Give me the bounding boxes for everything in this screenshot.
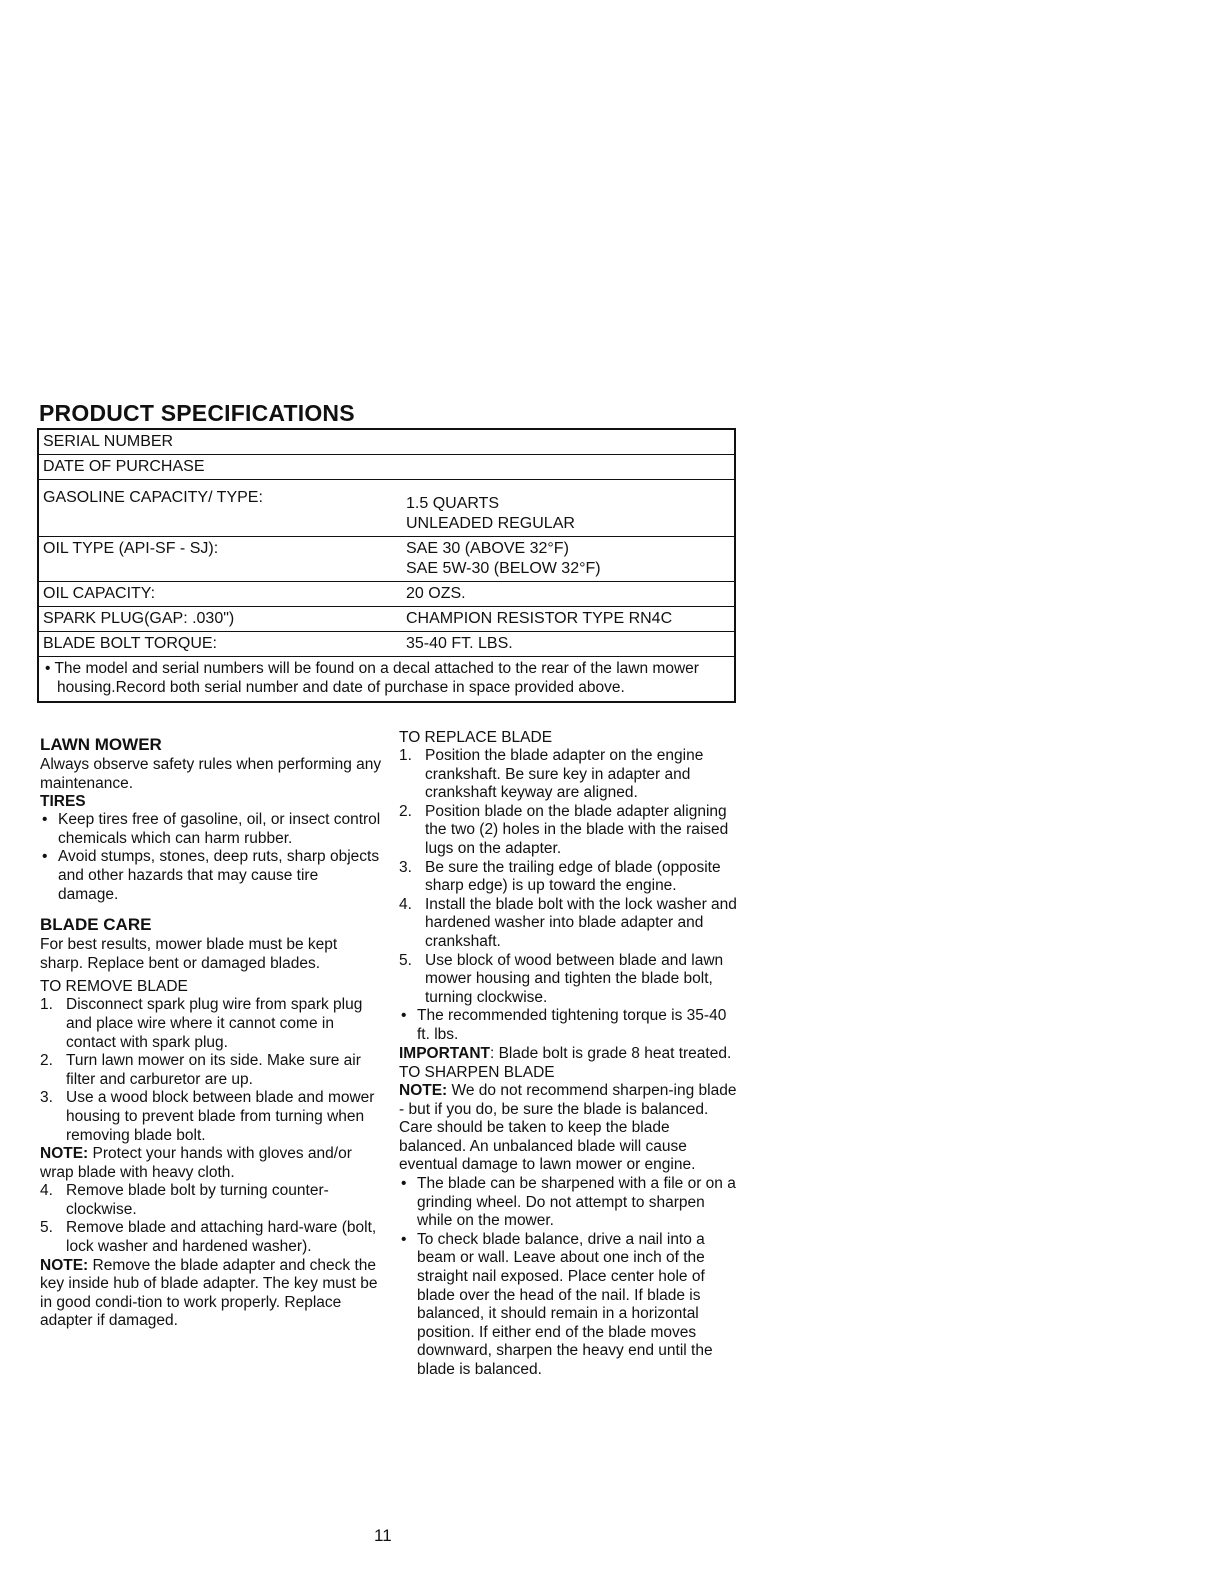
lawn-mower-heading: LAWN MOWER — [40, 735, 162, 754]
list-item: • The blade can be sharpened with a file or on a grinding wheel. Do not attempt to sharpen while on the mower. — [399, 1175, 739, 1231]
note-gloves: NOTE: Protect your hands with gloves and/or wrap blade with heavy cloth. — [40, 1145, 352, 1181]
blade-care-heading: BLADE CARE — [40, 915, 152, 935]
list-item: • The recommended tightening torque is 35-40 ft. lbs. — [399, 1007, 739, 1044]
list-item: 3. Be sure the trailing edge of blade (opposite sharp edge) is up toward the engine. — [399, 858, 721, 895]
list-item: • Keep tires free of gasoline, oil, or insect control chemicals which can harm rubber. — [40, 811, 382, 848]
spec-value: SAE 30 (ABOVE 32°F) SAE 5W-30 (BELOW 32°F) — [406, 540, 601, 577]
spec-value — [402, 430, 734, 454]
spec-row-blade-bolt-torque — [39, 632, 734, 657]
list-item: 2. Turn lawn mower on its side. Make sure air filter and carburetor are up. — [40, 1052, 361, 1088]
spec-value: CHAMPION RESISTOR TYPE RN4C — [406, 610, 673, 627]
replace-steps-list — [399, 747, 739, 1007]
list-item: 2. Position blade on the blade adapter aligning the two (2) holes in the blade with the raised lugs on the adapter. — [399, 802, 729, 857]
spec-label: SERIAL NUMBER — [43, 433, 174, 450]
spec-row-gasoline — [39, 480, 734, 537]
bullet-icon: • — [45, 660, 55, 677]
page-title: PRODUCT SPECIFICATIONS — [39, 400, 355, 426]
blade-care-text: For best results, mower blade must be kept sharp. Replace bent or damaged blades. — [40, 936, 338, 972]
lawn-mower-text: Always observe safety rules when performing any maintenance. — [40, 756, 382, 792]
spec-row-oil-type — [39, 537, 734, 582]
spec-label: OIL TYPE (API-SF - SJ): — [43, 540, 219, 557]
list-item: 1. Position the blade adapter on the engine crankshaft. Be sure key in adapter and crankshaft keyway are aligned. — [399, 747, 704, 802]
spec-row-serial-number — [39, 430, 734, 455]
left-column — [40, 734, 382, 1331]
list-item: 3. Use a wood block between blade and mower housing to prevent blade from turning when removing blade bolt. — [40, 1089, 375, 1144]
spec-note: • The model and serial numbers will be found on a decal attached to the rear of the lawn mower housing.Record both serial number and date of purchase in space provided above. — [45, 660, 699, 696]
remove-steps-list — [40, 996, 382, 1145]
spec-label: BLADE BOLT TORQUE: — [43, 635, 217, 652]
spec-row-spark-plug — [39, 607, 734, 632]
list-item: • To check blade balance, drive a nail into a beam or wall. Leave about one inch of the straight nail exposed. Place center hole of blade over the head of the nail. If blade is balanced, it should remain in a horizontal position. If either end of the blade moves downward, sharpen the heavy end until the blade is balanced. — [399, 1231, 739, 1380]
sharpen-blade-heading: TO SHARPEN BLADE — [399, 1064, 555, 1082]
spec-value: 35-40 FT. LBS. — [406, 635, 513, 652]
spec-table — [37, 428, 736, 703]
spec-value — [402, 455, 734, 479]
list-item: 4. Install the blade bolt with the lock washer and hardened washer into blade adapter and crankshaft. — [399, 895, 737, 950]
remove-steps-list-continued — [40, 1182, 382, 1256]
page-number: 11 — [374, 1526, 392, 1545]
spec-value: 1.5 QUARTS UNLEADED REGULAR — [406, 495, 575, 532]
tires-list — [40, 811, 382, 904]
spec-row-oil-capacity — [39, 582, 734, 607]
list-item: 4. Remove blade bolt by turning counter-clockwise. — [40, 1182, 329, 1218]
spec-label: SPARK PLUG(GAP: .030") — [43, 610, 235, 627]
torque-list — [399, 1007, 739, 1044]
list-item: • Avoid stumps, stones, deep ruts, sharp objects and other hazards that may cause tire damage. — [40, 848, 382, 904]
note-adapter: NOTE: Remove the blade adapter and check the key inside hub of blade adapter. The key must be in good condi-tion to work properly. Replace adapter if damaged. — [40, 1256, 378, 1330]
right-column — [399, 728, 739, 1380]
remove-blade-heading: TO REMOVE BLADE — [40, 978, 188, 996]
care-text: Care should be taken to keep the blade balanced. An unbalanced blade will cause eventual damage to lawn mower or engine. — [399, 1119, 696, 1174]
note-sharpen: NOTE: We do not recommend sharpen-ing blade - but if you do, be sure the blade is balanced. — [399, 1082, 737, 1118]
spec-label: OIL CAPACITY: — [43, 585, 156, 602]
important-note: IMPORTANT: Blade bolt is grade 8 heat treated. — [399, 1044, 732, 1062]
sharpen-list — [399, 1175, 739, 1380]
spec-row-date-of-purchase — [39, 455, 734, 480]
spec-label: DATE OF PURCHASE — [43, 458, 205, 475]
list-item: 5. Use block of wood between blade and lawn mower housing and tighten the blade bolt, turning clockwise. — [399, 951, 724, 1006]
spec-label: GASOLINE CAPACITY/ TYPE: — [43, 489, 263, 506]
list-item: 1. Disconnect spark plug wire from spark plug and place wire where it cannot come in contact with spark plug. — [40, 996, 363, 1051]
list-item: 5. Remove blade and attaching hard-ware (bolt, lock washer and hardened washer). — [40, 1219, 377, 1256]
tires-heading: TIRES — [40, 793, 86, 811]
spec-value: 20 OZS. — [406, 585, 466, 602]
replace-blade-heading: TO REPLACE BLADE — [399, 729, 553, 746]
